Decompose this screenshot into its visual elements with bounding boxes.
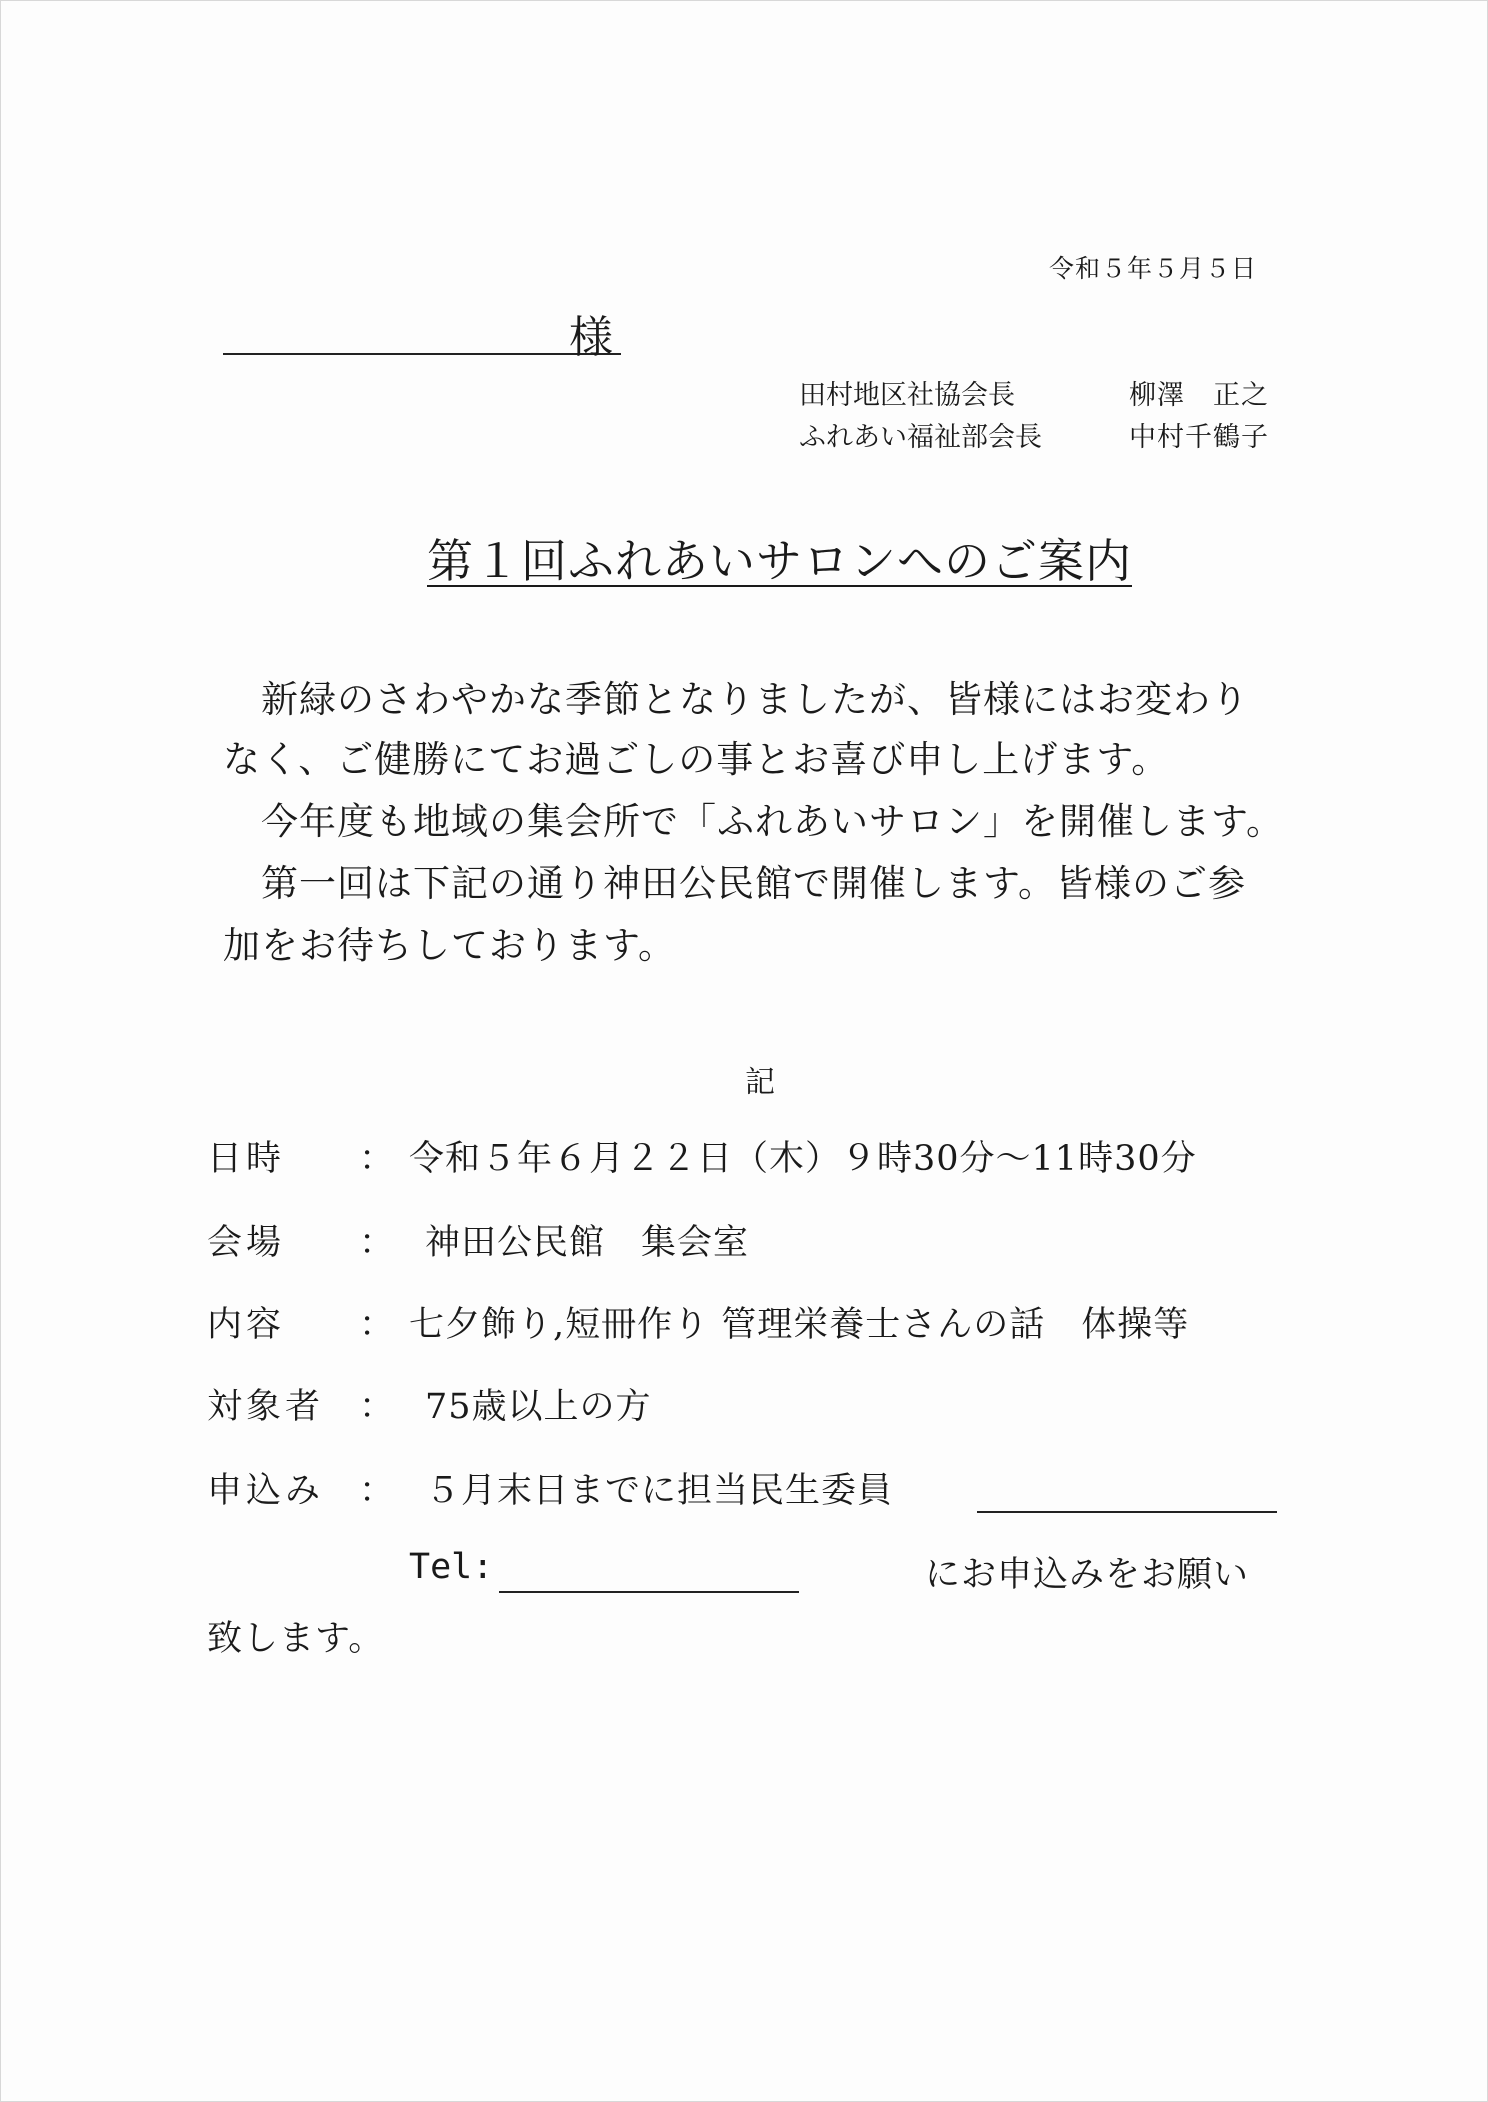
body-line-5: 加をお待ちしております。 [223, 924, 677, 967]
tel-blank-line [499, 1591, 799, 1593]
detail-label-application: 申込み [207, 1471, 325, 1511]
sender-name-1: 柳澤 正之 [1129, 380, 1269, 411]
detail-value-venue: 神田公民館 集会室 [425, 1223, 750, 1263]
addressee-blank-line [223, 353, 621, 355]
addressee-suffix: 様 [569, 312, 613, 363]
sender-org-2: ふれあい福祉部会長 [799, 422, 1042, 453]
detail-colon-content: ： [359, 1305, 396, 1345]
body-line-2: なく、ご健勝にてお過ごしの事とお喜び申し上げます。 [223, 738, 1170, 781]
detail-label-datetime: 日時 [207, 1139, 286, 1179]
detail-label-target: 対象者 [207, 1387, 325, 1427]
ki-heading: 記 [745, 1065, 775, 1100]
detail-label-venue: 会場 [207, 1223, 286, 1263]
detail-value-target: 75歳以上の方 [425, 1387, 652, 1427]
detail-colon-application: ： [359, 1471, 396, 1511]
body-line-4: 第一回は下記の通り神田公民館で開催します。皆様のご参 [223, 862, 1247, 905]
detail-label-content: 内容 [207, 1305, 286, 1345]
body-line-3: 今年度も地域の集会所で「ふれあいサロン」を開催します。 [223, 800, 1285, 843]
detail-value-content: 七夕飾り,短冊作り 管理栄養士さんの話 体操等 [409, 1305, 1190, 1345]
minsei-name-blank-line [977, 1511, 1277, 1513]
tel-label: Tel: [409, 1547, 494, 1587]
body-line-1: 新緑のさわやかな季節となりましたが、皆様にはお変わり [223, 678, 1249, 721]
detail-value-datetime: 令和５年６月２２日（木）９時30分～11時30分 [409, 1139, 1197, 1179]
detail-colon-target: ： [359, 1387, 396, 1427]
detail-colon-venue: ： [359, 1223, 396, 1263]
detail-colon-datetime: ： [359, 1139, 396, 1179]
sender-org-1: 田村地区社協会長 [799, 380, 1015, 411]
detail-value-application: ５月末日までに担当民生委員 [425, 1471, 894, 1511]
document-title: 第１回ふれあいサロンへのご案内 [427, 534, 1132, 588]
tel-after-text: にお申込みをお願い [925, 1555, 1250, 1595]
closing-text: 致します。 [207, 1619, 385, 1659]
sender-name-2: 中村千鶴子 [1129, 422, 1269, 453]
document-date: 令和５年５月５日 [1049, 254, 1258, 283]
